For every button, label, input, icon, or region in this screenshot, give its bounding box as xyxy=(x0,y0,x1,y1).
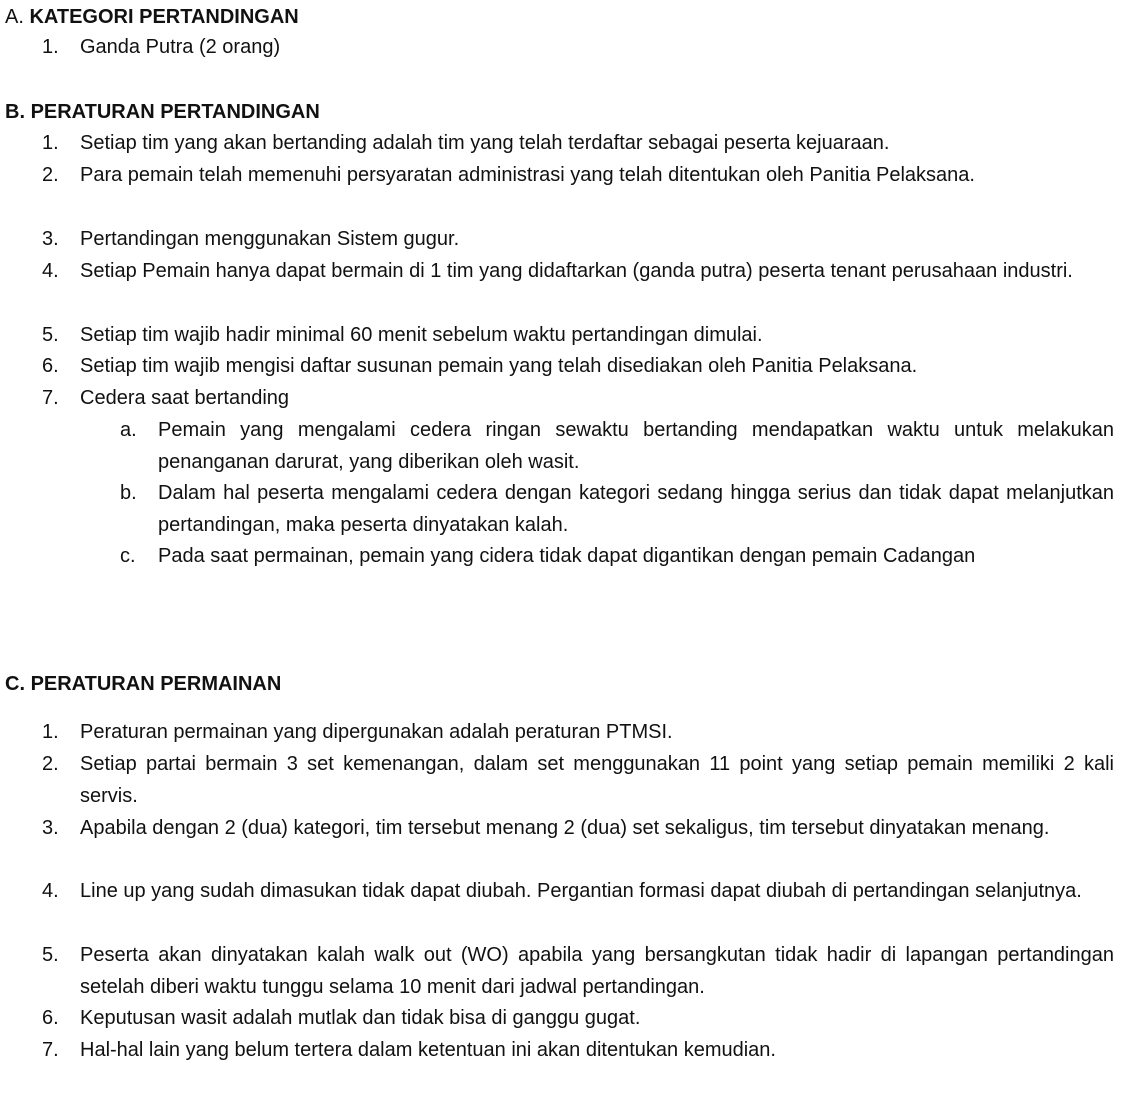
list-number: 6. xyxy=(42,1007,59,1029)
list-text: Peraturan permainan yang dipergunakan adalah peraturan PTMSI. xyxy=(80,721,673,743)
section-b-heading xyxy=(5,98,320,126)
section-b-item-2 xyxy=(42,160,1114,192)
section-c-heading xyxy=(5,670,281,698)
list-text: Para pemain telah memenuhi persyaratan administrasi yang telah ditentukan oleh Panitia Pelaksana. xyxy=(80,164,975,186)
section-a-item-1 xyxy=(42,32,1114,64)
list-text: Pertandingan menggunakan Sistem gugur. xyxy=(80,228,460,250)
list-text: Setiap tim wajib hadir minimal 60 menit sebelum waktu pertandingan dimulai. xyxy=(80,324,763,346)
list-letter: b. xyxy=(120,482,137,504)
section-a-letter: A. xyxy=(5,6,24,28)
section-b-subitem-c xyxy=(120,541,1114,573)
section-b-letter: B. xyxy=(5,101,25,123)
list-number: 4. xyxy=(42,880,59,902)
list-text: Line up yang sudah dimasukan tidak dapat diubah. Pergantian formasi dapat diubah di pertandingan selanjutnya. xyxy=(80,880,1082,902)
section-b-title: PERATURAN PERTANDINGAN xyxy=(30,101,320,123)
section-c-item-7 xyxy=(42,1035,1114,1067)
section-b-item-6 xyxy=(42,351,1114,383)
section-b-subitem-a xyxy=(120,415,1114,478)
list-number: 7. xyxy=(42,1039,59,1061)
list-number: 2. xyxy=(42,753,59,775)
section-c-item-3 xyxy=(42,813,1114,845)
section-c-letter: C. xyxy=(5,673,25,695)
section-b-subitem-b xyxy=(120,478,1114,541)
section-c-title: PERATURAN PERMAINAN xyxy=(30,673,282,695)
list-number: 7. xyxy=(42,387,59,409)
list-text: Setiap Pemain hanya dapat bermain di 1 tim yang didaftarkan (ganda putra) peserta tenant perusahaan industri. xyxy=(80,260,1073,282)
section-b-item-3 xyxy=(42,224,1114,256)
list-text: Keputusan wasit adalah mutlak dan tidak bisa di ganggu gugat. xyxy=(80,1007,641,1029)
section-c-item-2 xyxy=(42,749,1114,812)
list-text: Ganda Putra (2 orang) xyxy=(80,36,281,58)
section-a-title: KATEGORI PERTANDINGAN xyxy=(29,6,299,28)
list-text: Setiap tim yang akan bertanding adalah tim yang telah terdaftar sebagai peserta kejuaraan. xyxy=(80,132,890,154)
list-text: Peserta akan dinyatakan kalah walk out (WO) apabila yang bersangkutan tidak hadir di lapangan pertandingan setelah diberi waktu tunggu selama 10 menit dari jadwal pertandingan. xyxy=(80,944,1114,998)
list-text: Pada saat permainan, pemain yang cidera tidak dapat digantikan dengan pemain Cadangan xyxy=(158,545,976,567)
section-c-item-4 xyxy=(42,876,1114,908)
section-b-item-7 xyxy=(42,383,1114,415)
list-number: 4. xyxy=(42,260,59,282)
section-b-item-1 xyxy=(42,128,1114,160)
list-letter: a. xyxy=(120,419,137,441)
list-text: Cedera saat bertanding xyxy=(80,387,290,409)
list-number: 6. xyxy=(42,355,59,377)
list-number: 1. xyxy=(42,721,59,743)
list-number: 2. xyxy=(42,164,59,186)
section-c-item-1 xyxy=(42,717,1114,749)
list-number: 1. xyxy=(42,36,59,58)
list-text: Hal-hal lain yang belum tertera dalam ketentuan ini akan ditentukan kemudian. xyxy=(80,1039,776,1061)
list-text: Dalam hal peserta mengalami cedera dengan kategori sedang hingga serius dan tidak dapat melanjutkan pertandingan, maka peserta dinyatakan kalah. xyxy=(158,482,1114,536)
list-text: Pemain yang mengalami cedera ringan sewaktu bertanding mendapatkan waktu untuk melakukan penanganan darurat, yang diberikan oleh wasit. xyxy=(158,419,1114,473)
list-letter: c. xyxy=(120,545,136,567)
section-b-item-5 xyxy=(42,320,1114,352)
section-b-item-4 xyxy=(42,256,1114,288)
list-number: 3. xyxy=(42,228,59,250)
list-number: 5. xyxy=(42,324,59,346)
list-text: Setiap tim wajib mengisi daftar susunan pemain yang telah disediakan oleh Panitia Pelaksana. xyxy=(80,355,918,377)
list-text: Apabila dengan 2 (dua) kategori, tim tersebut menang 2 (dua) set sekaligus, tim tersebut dinyatakan menang. xyxy=(80,817,1050,839)
section-a-heading xyxy=(5,3,299,31)
list-number: 5. xyxy=(42,944,59,966)
list-number: 3. xyxy=(42,817,59,839)
list-text: Setiap partai bermain 3 set kemenangan, dalam set menggunakan 11 point yang setiap pemain memiliki 2 kali servis. xyxy=(80,753,1114,807)
section-c-item-6 xyxy=(42,1003,1114,1035)
list-number: 1. xyxy=(42,132,59,154)
section-c-item-5 xyxy=(42,940,1114,1003)
